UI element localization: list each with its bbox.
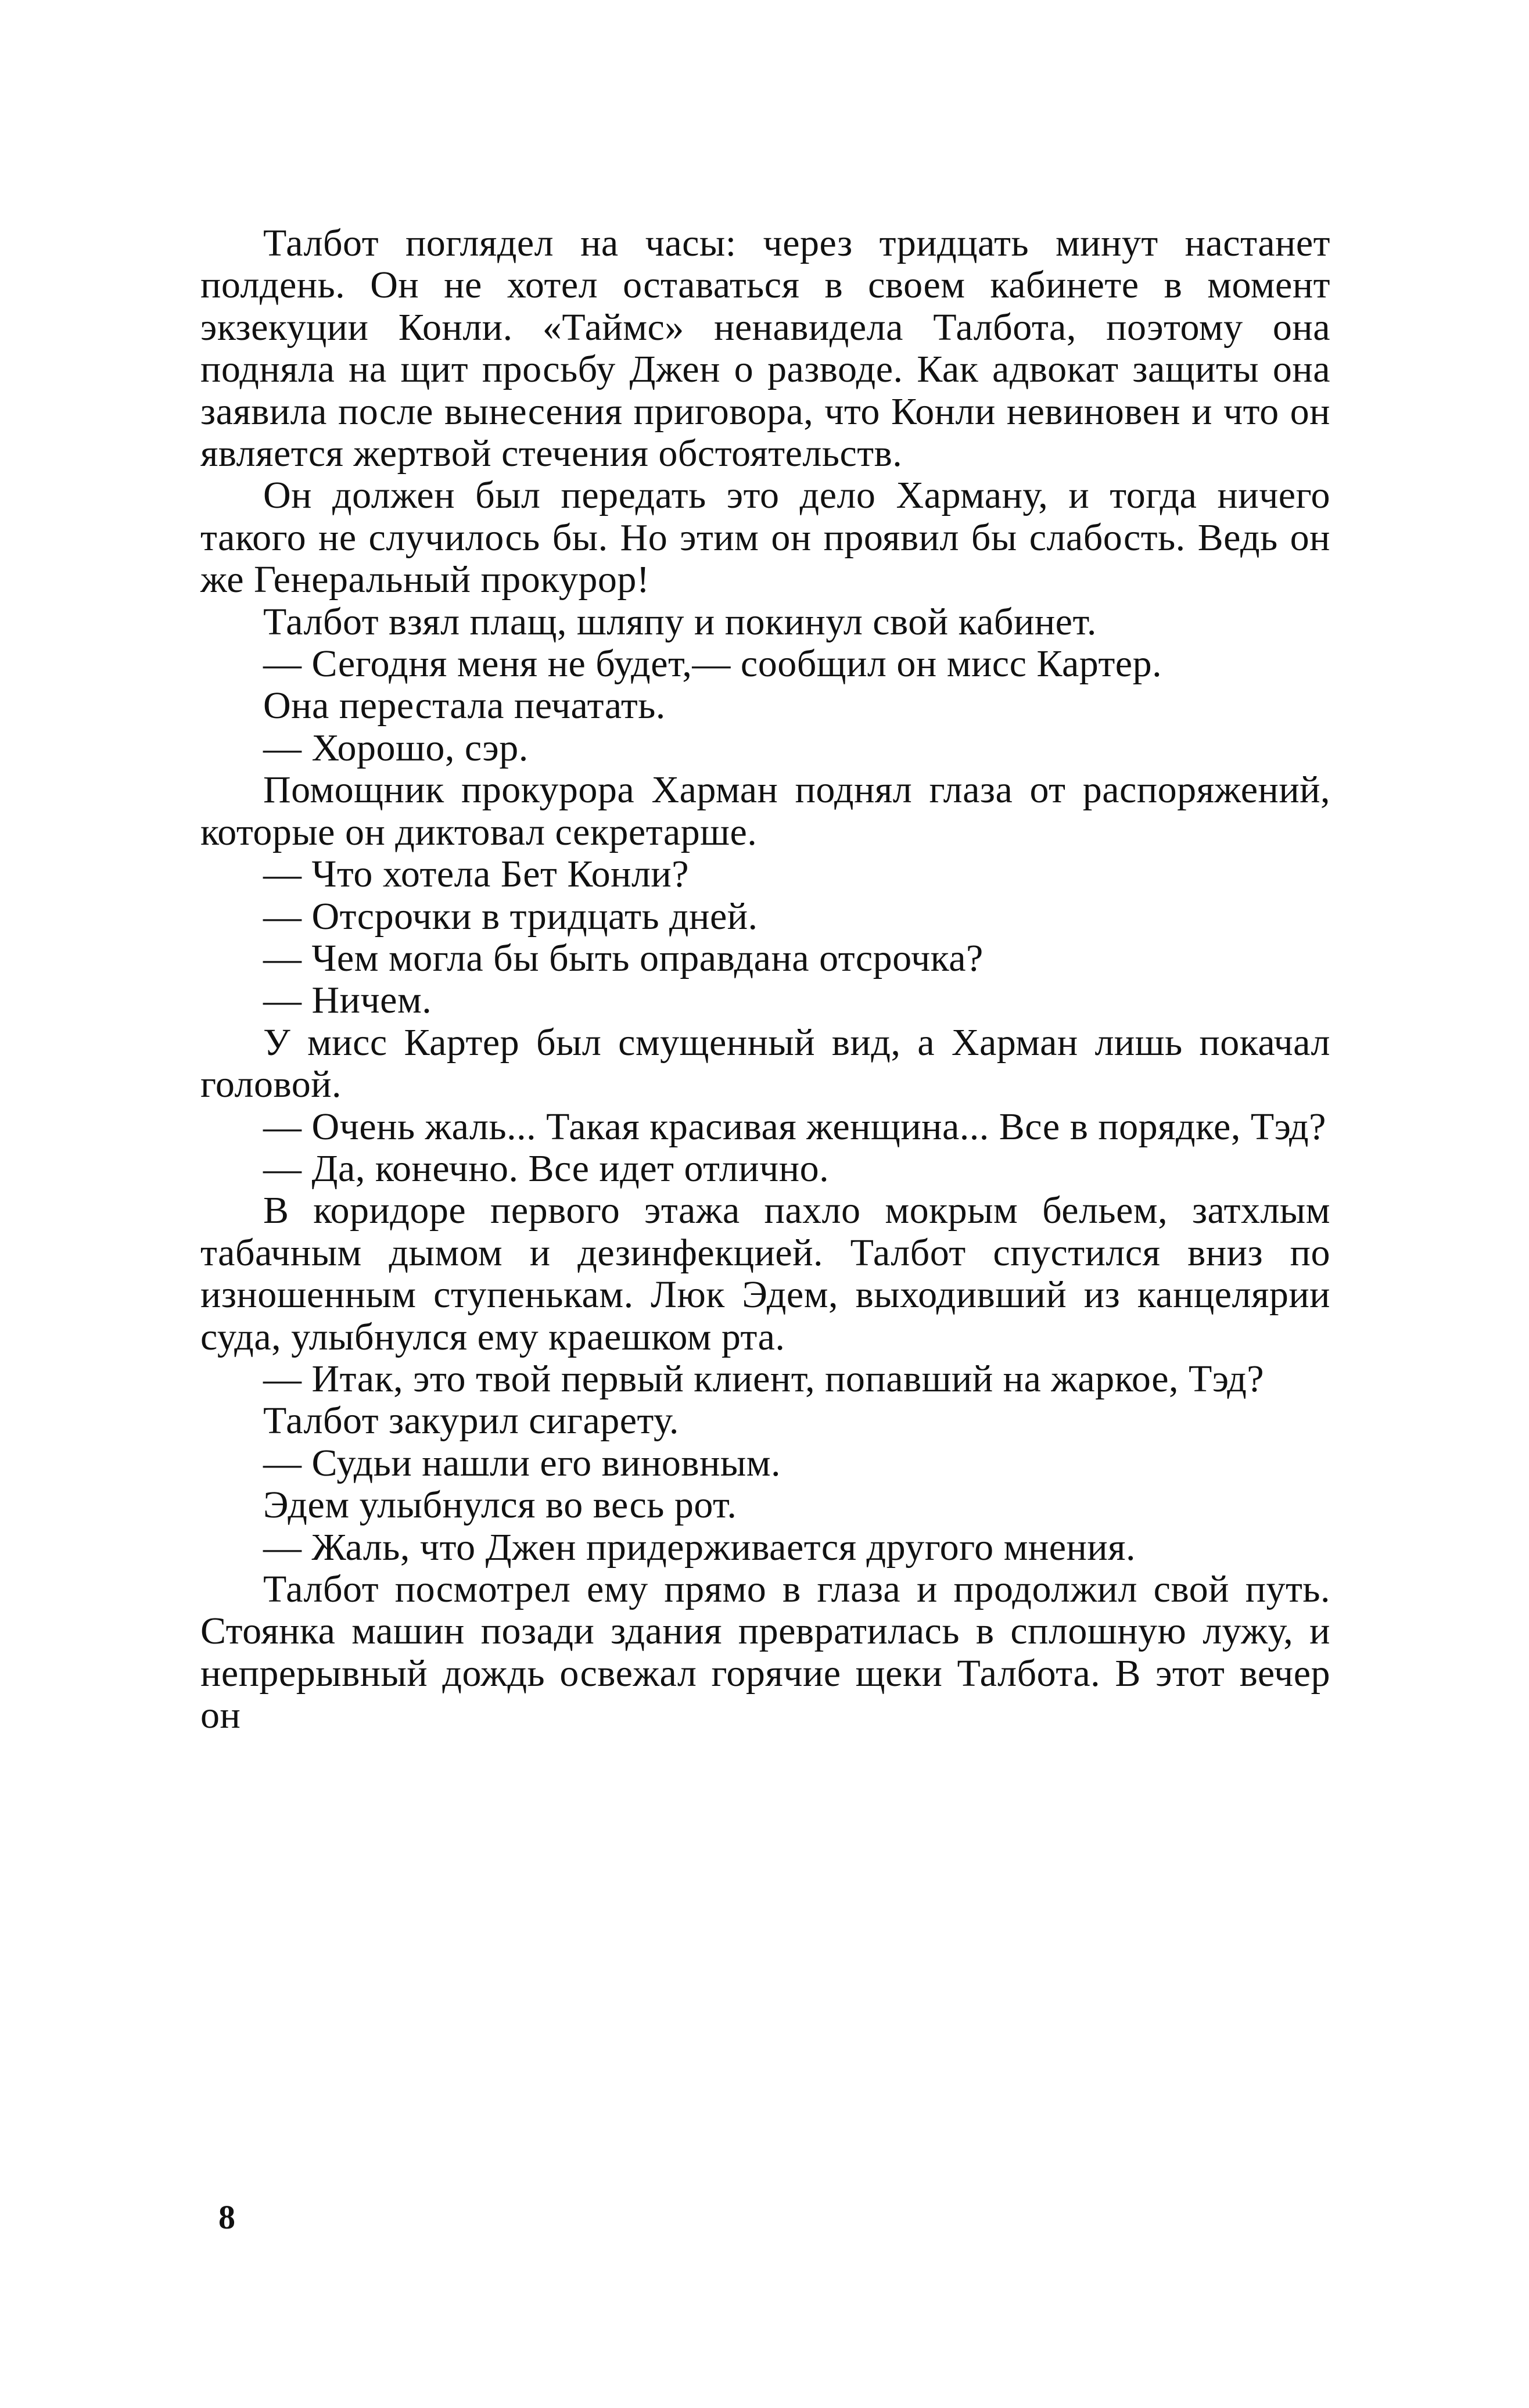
page-text — [200, 223, 1330, 1737]
dialogue-line: — Что хотела Бет Конли? — [263, 853, 689, 896]
dialogue-line: — Итак, это твой первый клиент, попавший на жаркое, Тэд? — [263, 1357, 1265, 1400]
paragraph: Талбот поглядел на часы: через тридцать минут настанет полдень. Он не хотел оставаться в своем кабинете в момент экзекуции Конли. «Таймс» ненавидела Талбота, поэтому она подняла на щит просьбу Джен о разводе. Как адвокат защиты она заявила после вынесения приговора, что Конли невиновен и что он является жертвой стечения обстоятельств. — [200, 222, 1330, 475]
paragraph: Талбот посмотрел ему прямо в глаза и продолжил свой путь. Стоянка машин позади здания превратилась в сплошную лужу, и непрерывный дождь освежал горячие щеки Талбота. В этот вечер он — [200, 1568, 1330, 1737]
paragraph: У мисс Картер был смущенный вид, а Харман лишь покачал головой. — [200, 1021, 1330, 1106]
dialogue-line: — Отсрочки в тридцать дней. — [263, 895, 758, 938]
paragraph: Помощник прокурора Харман поднял глаза от распоряжений, которые он диктовал секретарше. — [200, 769, 1330, 853]
paragraph: Талбот взял плащ, шляпу и покинул свой кабинет. — [263, 600, 1097, 643]
dialogue-line: — Очень жаль... Такая красивая женщина... Все в порядке, Тэд? — [263, 1105, 1326, 1148]
dialogue-line: — Чем могла бы быть оправдана отсрочка? — [263, 936, 984, 979]
page-number: 8 — [218, 2198, 235, 2236]
dialogue-line: — Ничем. — [263, 979, 432, 1022]
dialogue-line: — Сегодня меня не будет,— сообщил он мисс Картер. — [263, 643, 1162, 686]
dialogue-line: — Судьи нашли его виновным. — [263, 1441, 781, 1484]
paragraph: Он должен был передать это дело Харману, и тогда ничего такого не случилось бы. Но этим он проявил бы слабость. Ведь он же Генеральный прокурор! — [200, 474, 1330, 601]
paragraph: Она перестала печатать. — [263, 684, 666, 727]
dialogue-line: — Да, конечно. Все идет отлично. — [263, 1147, 830, 1190]
dialogue-line: — Жаль, что Джен придерживается другого мнения. — [263, 1526, 1136, 1569]
paragraph: Эдем улыбнулся во весь рот. — [263, 1484, 737, 1527]
dialogue-line: — Хорошо, сэр. — [263, 726, 529, 769]
paragraph: В коридоре первого этажа пахло мокрым бельем, затхлым табачным дымом и дезинфекцией. Талбот спустился вниз по изношенным ступенькам. Люк Эдем, выходивший из канцелярии суда, улыбнулся ему краешком рта. — [200, 1189, 1330, 1358]
paragraph: Талбот закурил сигарету. — [263, 1399, 679, 1442]
